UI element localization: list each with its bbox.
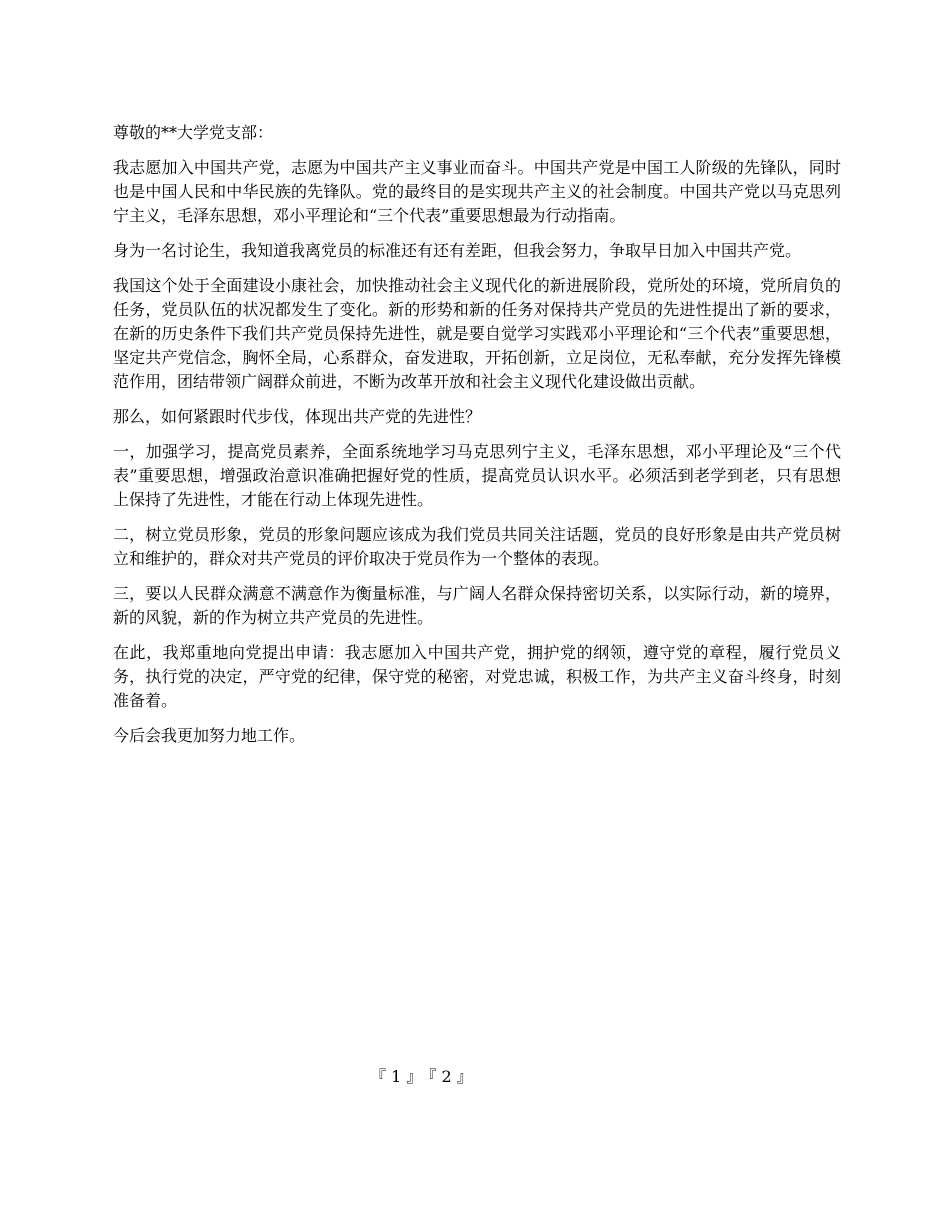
paragraph-8: 在此，我郑重地向党提出申请：我志愿加入中国共产党，拥护党的纲领，遵守党的章程，履行党员义务，执行党的决定，严守党的纪律，保守党的秘密，对党忠诚，积极工作，为共产主义奋斗终身，时刻准备着。 bbox=[113, 643, 841, 710]
paragraph-2: 身为一名讨论生，我知道我离党员的标准还有还有差距，但我会努力，争取早日加入中国共产党。 bbox=[113, 241, 802, 260]
paragraph-5: 一，加强学习，提高党员素养，全面系统地学习马克思列宁主义，毛泽东思想，邓小平理论及“三个代表”重要思想，增强政治意识准确把握好党的性质，提高党员认识水平。必须活到老学到老，只有思想上保持了先进性，才能在行动上体现先进性。 bbox=[113, 442, 841, 509]
paragraph-7: 三，要以人民群众满意不满意作为衡量标准，与广阔人名群众保持密切关系，以实际行动，新的境界，新的风貌，新的作为树立共产党员的先进性。 bbox=[113, 584, 841, 627]
paragraph-6: 二，树立党员形象，党员的形象问题应该成为我们党员共同关注话题，党员的良好形象是由共产党员树立和维护的，群众对共产党员的评价取决于党员作为一个整体的表现。 bbox=[113, 525, 841, 568]
page-link-2[interactable]: 『 2 』 bbox=[428, 1067, 473, 1086]
page-link-1[interactable]: 『 1 』 bbox=[370, 1067, 423, 1086]
paragraph-4: 那么，如何紧跟时代步伐，体现出共产党的先进性？ bbox=[113, 407, 482, 426]
pagination bbox=[370, 1065, 479, 1089]
paragraph-1: 我志愿加入中国共产党，志愿为中国共产主义事业而奋斗。中国共产党是中国工人阶级的先锋队，同时也是中国人民和中华民族的先锋队。党的最终目的是实现共产主义的社会制度。中国共产党以马克思列宁主义，毛泽东思想，邓小平理论和“三个代表”重要思想最为行动指南。 bbox=[113, 158, 841, 225]
paragraph-9: 今后会我更加努力地工作。 bbox=[113, 726, 306, 745]
letter-body bbox=[113, 121, 841, 759]
paragraph-3: 我国这个处于全面建设小康社会，加快推动社会主义现代化的新进展阶段，党所处的环境，党所肩负的任务，党员队伍的状况都发生了变化。新的形势和新的任务对保持共产党员的先进性提出了新的要求，在新的历史条件下我们共产党员保持先进性，就是要自觉学习实践邓小平理论和“三个代表”重要思想，坚定共产党信念，胸怀全局，心系群众，奋发进取，开拓创新，立足岗位，无私奉献，充分发挥先锋模范作用，团结带领广阔群众前进，不断为改革开放和社会主义现代化建设做出贡献。 bbox=[113, 276, 841, 391]
salutation: 尊敬的**大学党支部： bbox=[113, 123, 274, 142]
